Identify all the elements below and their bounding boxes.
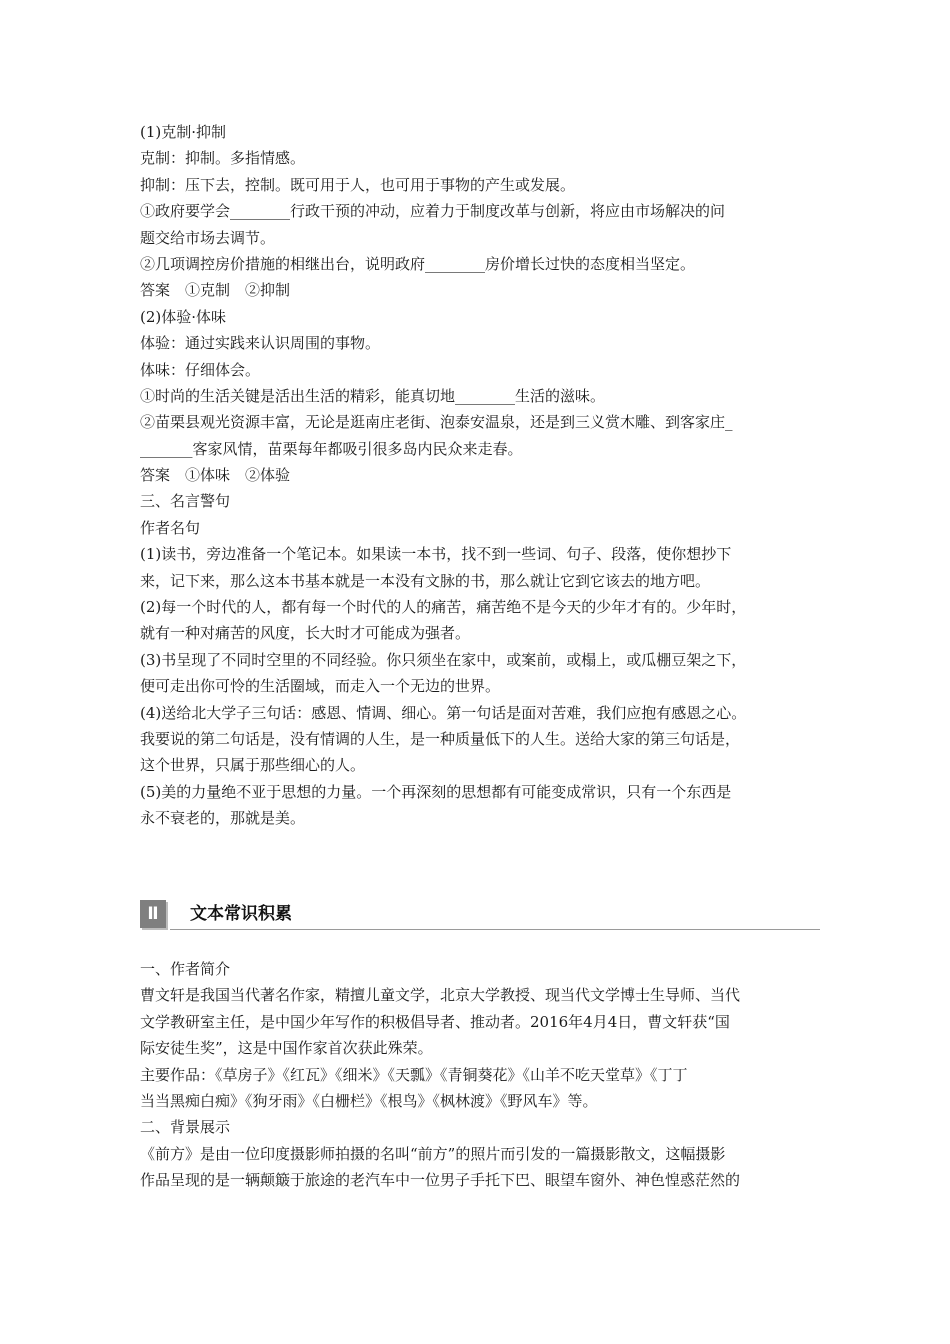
quote-line: 这个世界，只属于那些细心的人。 [140, 756, 366, 775]
paragraph-line: 文学教研室主任，是中国少年写作的积极倡导者、推动者。2016年4月4日，曹文轩获“国 [140, 1012, 730, 1031]
quote-line: 我要说的第二句话是，没有情调的人生，是一种质量低下的人生。送给大家的第三句话是， [140, 729, 741, 748]
exercise-line: ②苗栗县观光资源丰富，无论是逛南庄老街、泡泰安温泉，还是到三义赏木雕、到客家庄_ [140, 413, 733, 432]
exercise-line: ①政府要学会________行政干预的冲动，应着力于制度改革与创新，将应由市场解决的问 [140, 202, 726, 221]
section-divider [170, 929, 820, 930]
text-knowledge-block [140, 956, 820, 1194]
quote-line: 来，记下来，那么这本书基本就是一本没有文脉的书，那么就让它到它该去的地方吧。 [140, 571, 711, 590]
heading-keji-yizhi: (1)克制·抑制 [140, 123, 227, 141]
definition-tiyan: 体验：通过实践来认识周围的事物。 [140, 334, 381, 353]
paragraph-line: 际安徒生奖”，这是中国作家首次获此殊荣。 [140, 1039, 433, 1058]
exercise-line: ②几项调控房价措施的相继出台，说明政府________房价增长过快的态度相当坚定。 [140, 254, 696, 273]
section-title: 文本常识积累 [190, 904, 292, 924]
quote-line: (3)书呈现了不同时空里的不同经验。你只须坐在家中，或案前，或榻上，或瓜棚豆架之下， [140, 650, 747, 669]
answer-line: 答案 ①克制 ②抑制 [140, 281, 291, 300]
section-header [140, 898, 820, 934]
paragraph-line: 作品呈现的是一辆颠簸于旅途的老汽车中一位男子手托下巴、眼望车窗外、神色惶惑茫然的 [140, 1171, 741, 1190]
works-line: 当当黑痴白痴》《狗牙雨》《白栅栏》《根鸟》《枫林渡》《野风车》等。 [140, 1091, 598, 1110]
quote-line: (5)美的力量绝不亚于思想的力量。一个再深刻的思想都有可能变成常识，只有一个东西是 [140, 782, 732, 801]
quote-line: (4)送给北大学子三句话：感恩、情调、细心。第一句话是面对苦难，我们应抱有感恩之心。 [140, 703, 747, 722]
works-line: 主要作品：《草房子》《红瓦》《细米》《天瓢》《青铜葵花》《山羊不吃天堂草》《丁丁 [140, 1065, 688, 1084]
exercise-line: ①时尚的生活关键是活出生活的精彩，能真切地________生活的滋味。 [140, 386, 606, 405]
paragraph-line: 《前方》是由一位印度摄影师拍摄的名叫“前方”的照片而引发的一篇摄影散文，这幅摄影 [140, 1144, 726, 1163]
word-usage-and-quotes-block [140, 119, 820, 832]
quote-line: 永不衰老的，那就是美。 [140, 809, 306, 828]
quote-line: (2)每一个时代的人，都有每一个时代的人的痛苦，痛苦绝不是今天的少年才有的。少年时， [140, 598, 747, 617]
section-number-badge: Ⅱ [140, 900, 166, 928]
quote-line: 就有一种对痛苦的风度，长大时才可能成为强者。 [140, 624, 471, 643]
quote-line: 便可走出你可怜的生活圈域，而走入一个无边的世界。 [140, 677, 501, 696]
definition-tiwei: 体味：仔细体会。 [140, 360, 261, 379]
section-heading-quotes: 三、名言警句 [140, 492, 231, 511]
definition-yizhi: 抑制：压下去，控制。既可用于人，也可用于事物的产生或发展。 [140, 175, 576, 194]
exercise-line: _______客家风情，苗栗每年都吸引很多岛内民众来走春。 [140, 439, 523, 458]
paragraph-line: 曹文轩是我国当代著名作家，精擅儿童文学，北京大学教授、现当代文学博士生导师、当代 [140, 986, 741, 1005]
heading-tiyan-tiwei: (2)体验·体味 [140, 307, 227, 326]
subheading-author-quotes: 作者名句 [140, 518, 201, 537]
quote-line: (1)读书，旁边准备一个笔记本。如果读一本书，找不到一些词、句子、段落，使你想抄下 [140, 545, 732, 564]
section-heading-background: 二、背景展示 [140, 1118, 231, 1137]
section-heading-author-intro: 一、作者简介 [140, 960, 231, 978]
definition-keji: 克制：抑制。多指情感。 [140, 149, 306, 168]
exercise-line: 题交给市场去调节。 [140, 228, 276, 247]
answer-line: 答案 ①体味 ②体验 [140, 466, 291, 485]
